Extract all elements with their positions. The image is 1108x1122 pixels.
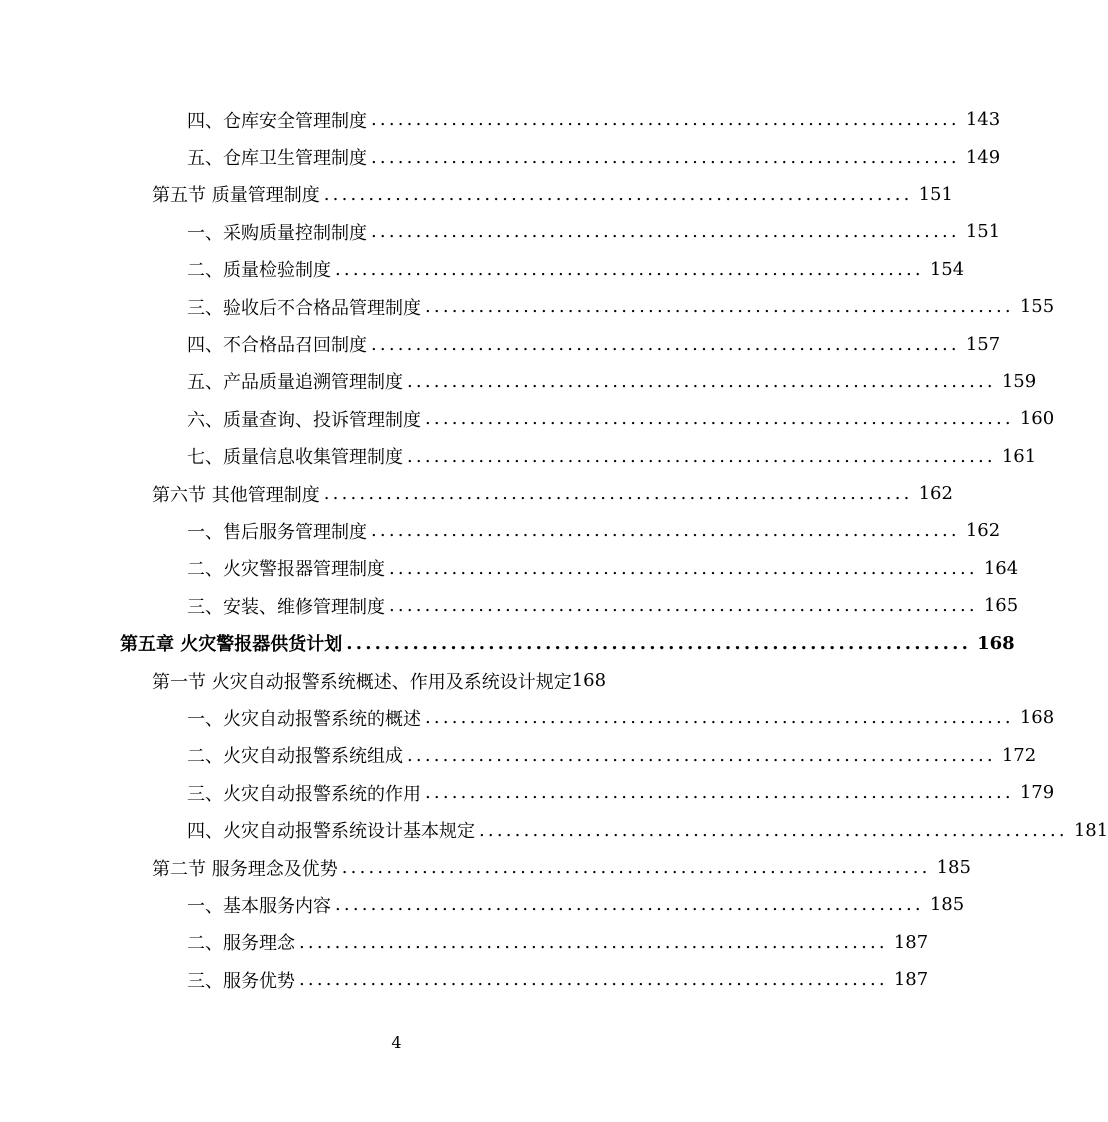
toc-entry-page: 151 xyxy=(965,221,1001,243)
toc-entry-page: 162 xyxy=(918,483,953,505)
toc-entry[interactable] xyxy=(0,512,1001,549)
toc-entry-title: 二、服务理念 xyxy=(187,933,295,955)
toc-leader-dots: .................................................................. xyxy=(341,857,931,878)
toc-entry[interactable] xyxy=(0,138,1001,175)
toc-entry-page: 143 xyxy=(965,109,1001,131)
toc-entry-title: 一、售后服务管理制度 xyxy=(187,521,367,543)
toc-entry[interactable] xyxy=(0,475,953,512)
toc-entry-page: 181 xyxy=(1073,819,1108,841)
toc-leader-dots: .................................................................. xyxy=(407,370,996,392)
toc-leader-dots: .................................................................. xyxy=(299,969,888,991)
toc-entry[interactable] xyxy=(0,176,953,213)
toc-entry[interactable] xyxy=(0,849,971,886)
toc-entry[interactable] xyxy=(0,587,1019,624)
toc-entry[interactable] xyxy=(0,400,1055,437)
toc-leader-dots: .................................................................. xyxy=(371,520,960,542)
toc-entry-title: 第二节 服务理念及优势 xyxy=(152,858,338,880)
toc-entry-page: 162 xyxy=(965,520,1001,542)
toc-entry-title: 六、质量查询、投诉管理制度 xyxy=(187,409,421,431)
toc-leader-dots: .................................................................. xyxy=(479,819,1068,841)
toc-entry-title: 一、采购质量控制制度 xyxy=(187,222,367,244)
toc-leader-dots: .................................................................. xyxy=(371,221,960,243)
toc-entry-page: 172 xyxy=(1001,744,1037,766)
toc-leader-dots: .................................................................. xyxy=(346,632,972,654)
toc-entry-page: 159 xyxy=(1001,370,1037,392)
toc-entry-title: 二、火灾自动报警系统组成 xyxy=(187,746,403,768)
toc-entry-title: 四、火灾自动报警系统设计基本规定 xyxy=(187,821,475,843)
toc-entry-title: 三、验收后不合格品管理制度 xyxy=(187,297,421,319)
toc-leader-dots: .................................................................. xyxy=(371,146,960,168)
toc-entry-page: 151 xyxy=(918,183,953,205)
toc-leader-dots: .................................................................. xyxy=(323,483,913,505)
toc-entry-page: 149 xyxy=(965,146,1001,168)
toc-entry-page: 165 xyxy=(983,595,1019,617)
toc-entry[interactable] xyxy=(0,251,965,288)
toc-entry-title: 第六节 其他管理制度 xyxy=(152,484,320,506)
toc-entry-page: 155 xyxy=(1019,296,1055,318)
toc-leader-dots: .................................................................. xyxy=(371,333,960,355)
toc-entry-page: 187 xyxy=(893,931,929,953)
toc-entry-page: 161 xyxy=(1001,445,1037,467)
toc-entry[interactable] xyxy=(0,737,1037,774)
toc-entry-page: 168 xyxy=(977,632,1015,654)
toc-entry-title: 三、安装、维修管理制度 xyxy=(187,596,385,618)
toc-entry[interactable] xyxy=(0,213,1001,250)
toc-entry-title: 一、基本服务内容 xyxy=(187,895,331,917)
toc-entry[interactable] xyxy=(0,811,1108,848)
toc-entry[interactable] xyxy=(0,363,1037,400)
toc-entry-page: 168 xyxy=(1019,707,1055,729)
toc-entry-page: 164 xyxy=(983,557,1019,579)
toc-entry[interactable] xyxy=(0,101,1001,138)
toc-entry[interactable] xyxy=(0,924,929,961)
toc-leader-dots: .................................................................. xyxy=(323,183,913,205)
toc-entry[interactable] xyxy=(0,699,1055,736)
toc-entry-page: 185 xyxy=(929,894,965,916)
toc-entry-title: 二、火灾警报器管理制度 xyxy=(187,559,385,581)
toc-entry-title: 三、服务优势 xyxy=(187,970,295,992)
toc-leader-dots: .................................................................. xyxy=(407,744,996,766)
toc-entry-title: 一、火灾自动报警系统的概述 xyxy=(187,708,421,730)
toc-entry-title: 四、不合格品召回制度 xyxy=(187,335,367,357)
toc-entry-title: 三、火灾自动报警系统的作用 xyxy=(187,783,421,805)
toc-entry-page: 154 xyxy=(929,258,965,280)
toc-entry[interactable] xyxy=(0,662,673,699)
table-of-contents xyxy=(0,101,1108,998)
toc-entry-title: 第五节 质量管理制度 xyxy=(152,185,320,207)
toc-leader-dots: .................................................................. xyxy=(335,894,924,916)
toc-entry-page: 185 xyxy=(936,857,971,878)
toc-entry[interactable] xyxy=(0,325,1001,362)
toc-leader-dots: .................................................................. xyxy=(389,595,978,617)
toc-entry-title: 四、仓库安全管理制度 xyxy=(187,110,367,132)
toc-entry-title: 第五章 火灾警报器供货计划 xyxy=(120,634,343,656)
toc-entry-title: 五、产品质量追溯管理制度 xyxy=(187,372,403,394)
toc-entry-title: 第一节 火灾自动报警系统概述、作用及系统设计规定 xyxy=(152,671,572,693)
toc-leader-dots: .................................................................. xyxy=(407,445,996,467)
toc-entry-page: 160 xyxy=(1019,408,1055,430)
toc-entry[interactable] xyxy=(0,774,1055,811)
toc-leader-dots: .................................................................. xyxy=(425,296,1014,318)
toc-leader-dots: .................................................................. xyxy=(371,109,960,131)
toc-chapter-entry[interactable] xyxy=(0,624,1015,661)
toc-entry[interactable] xyxy=(0,288,1055,325)
toc-leader-dots: .................................................................. xyxy=(425,408,1014,430)
toc-entry-page: 168 xyxy=(571,670,607,692)
toc-entry-page: 179 xyxy=(1019,782,1055,804)
toc-leader-dots: .................................................................. xyxy=(335,258,924,280)
toc-leader-dots: .................................................................. xyxy=(299,931,888,953)
page-number: 4 xyxy=(391,1033,402,1052)
toc-leader-dots: .................................................................. xyxy=(425,782,1014,804)
toc-entry-title: 五、仓库卫生管理制度 xyxy=(187,148,367,170)
toc-entry[interactable] xyxy=(0,961,929,998)
toc-entry-page: 187 xyxy=(893,969,929,991)
toc-leader-dots: .................................................................. xyxy=(425,707,1014,729)
toc-entry-title: 二、质量检验制度 xyxy=(187,260,331,282)
toc-leader-dots: .................................................................. xyxy=(389,557,978,579)
toc-entry[interactable] xyxy=(0,438,1037,475)
toc-entry[interactable] xyxy=(0,886,965,923)
toc-entry[interactable] xyxy=(0,550,1019,587)
toc-entry-title: 七、质量信息收集管理制度 xyxy=(187,447,403,469)
toc-entry-page: 157 xyxy=(965,333,1001,355)
